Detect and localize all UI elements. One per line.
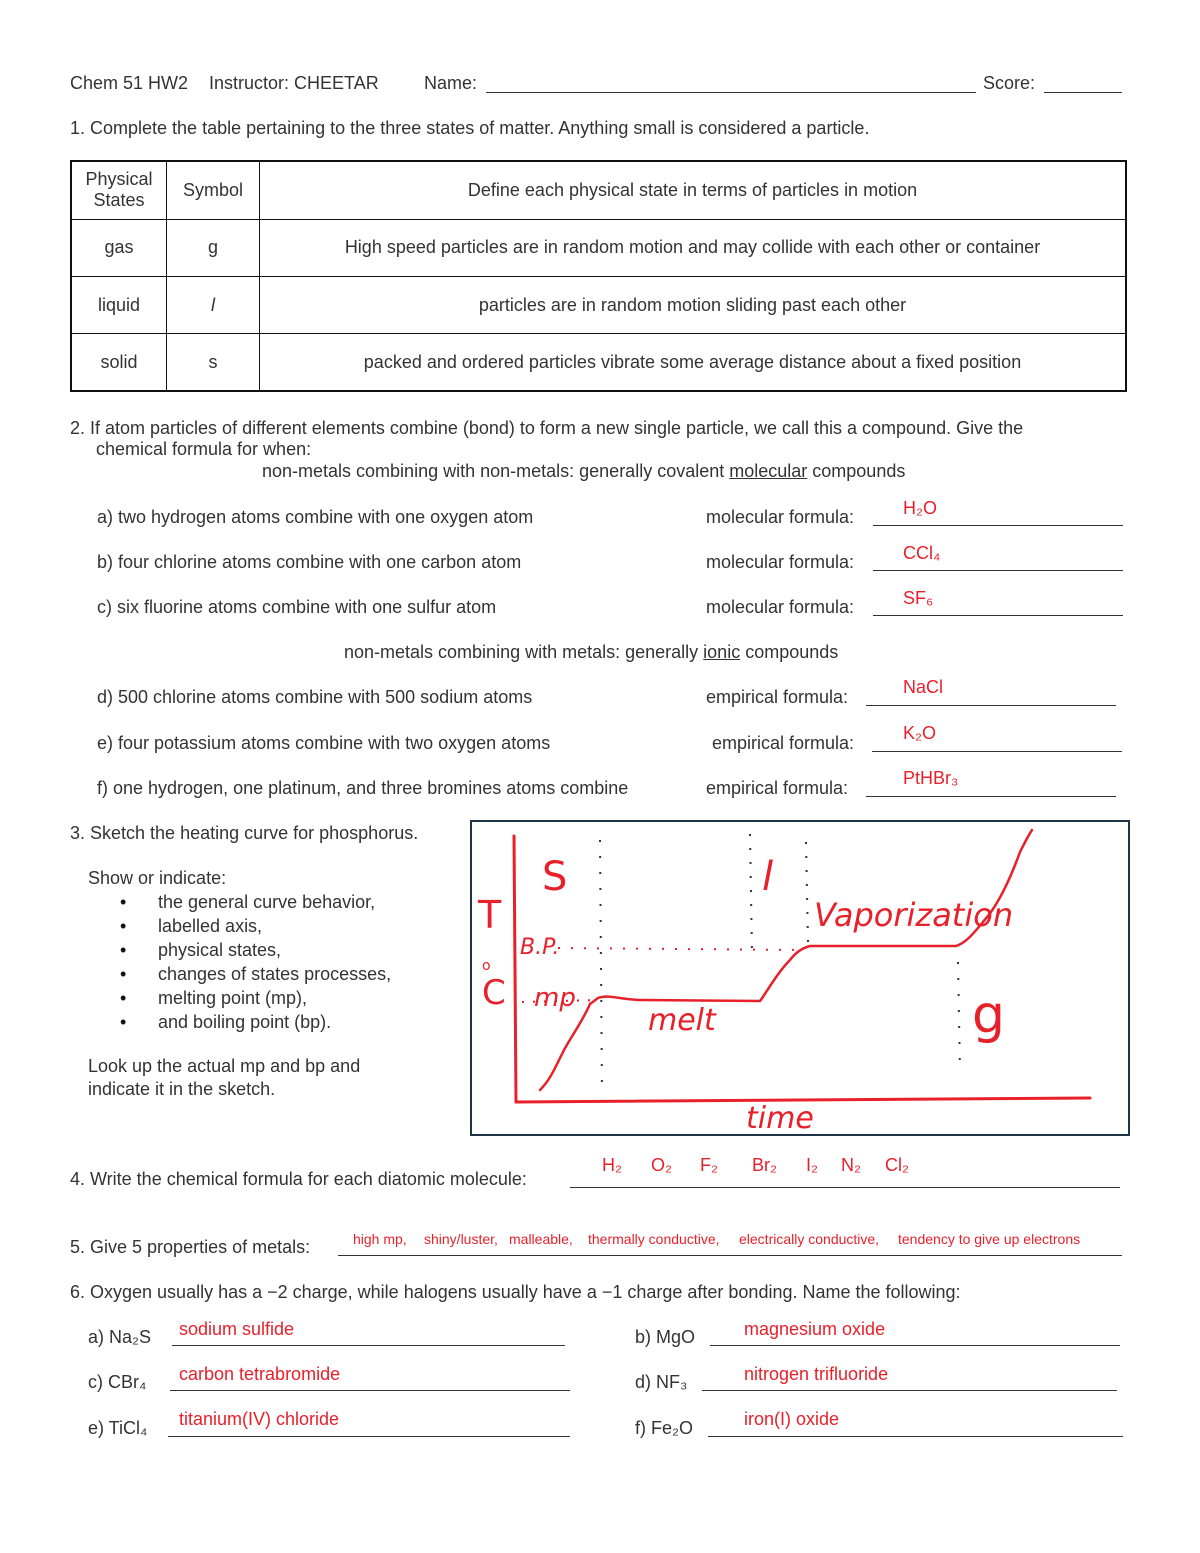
q6-item-e-field[interactable] xyxy=(168,1436,570,1437)
bp-guide xyxy=(558,948,802,950)
state-cell: solid xyxy=(71,334,167,391)
q6-prompt: 6. Oxygen usually has a −2 charge, while halogens usually have a −1 charge after bonding. Name the following: xyxy=(70,1282,961,1302)
q2-item-b-field[interactable] xyxy=(873,570,1123,571)
q3-lookup-line2: indicate it in the sketch. xyxy=(88,1079,276,1099)
melt-label: melt xyxy=(648,1003,716,1038)
symbol-cell: l xyxy=(167,276,260,333)
q4-answer-i2: I₂ xyxy=(806,1155,818,1175)
q2-item-d-answer: NaCl xyxy=(903,677,944,697)
header-definition: Define each physical state in terms of particles in motion xyxy=(260,161,1127,219)
q5-answer-2: shiny/luster, xyxy=(424,1231,498,1247)
heating-curve-canvas xyxy=(472,822,1128,1134)
q6-item-e-label: e) TiCl₄ xyxy=(88,1418,148,1438)
vaporization-label: Vaporization xyxy=(814,896,1014,934)
course-title: Chem 51 HW2 xyxy=(70,73,189,93)
q2-item-b-label: molecular formula: xyxy=(706,552,855,572)
states-table xyxy=(70,160,1127,392)
heating-curve-line xyxy=(540,830,1032,1090)
q4-answer-o2: O₂ xyxy=(651,1155,672,1175)
name-field[interactable] xyxy=(486,92,976,93)
q6-item-b-label: b) MgO xyxy=(635,1327,696,1347)
q1-prompt: 1. Complete the table pertaining to the three states of matter. Anything small is considered a particle. xyxy=(70,118,870,138)
q2-item-c-field[interactable] xyxy=(873,615,1123,616)
table-row xyxy=(71,219,1126,276)
q6-item-f-answer: iron(I) oxide xyxy=(744,1409,840,1429)
q4-answer-h2: H₂ xyxy=(602,1155,622,1175)
ionic-heading: non-metals combining with metals: generally ionic compounds xyxy=(344,642,839,662)
q2-item-b: b) four chlorine atoms combine with one carbon atom xyxy=(97,552,522,572)
bp-label: B.P. xyxy=(520,935,560,960)
divider-liquid-gas xyxy=(750,834,752,952)
q3-prompt: 3. Sketch the heating curve for phosphorus. xyxy=(70,823,419,843)
q2-item-d: d) 500 chlorine atoms combine with 500 sodium atoms xyxy=(97,687,533,707)
q2-item-f-label: empirical formula: xyxy=(706,778,849,798)
q2-item-f-field[interactable] xyxy=(866,796,1116,797)
q6-item-b-answer: magnesium oxide xyxy=(744,1319,886,1339)
q6-item-a-label: a) Na₂S xyxy=(88,1327,152,1347)
q2-item-c-answer: SF₆ xyxy=(903,588,934,608)
q6-item-d-field[interactable] xyxy=(702,1390,1117,1391)
q5-answer-5: electrically conductive, xyxy=(739,1231,880,1247)
q2-item-b-answer: CCl₄ xyxy=(903,543,941,563)
q5-prompt: 5. Give 5 properties of metals: xyxy=(70,1237,311,1257)
covalent-heading: non-metals combining with non-metals: generally covalent molecular compounds xyxy=(262,461,906,481)
q3-lookup-line1: Look up the actual mp and bp and xyxy=(88,1056,361,1076)
q2-item-a-answer: H₂O xyxy=(903,498,937,518)
q6-item-c-answer: carbon tetrabromide xyxy=(179,1364,341,1384)
q2-item-e-label: empirical formula: xyxy=(712,733,855,753)
score-label: Score: xyxy=(983,73,1036,93)
q4-answer-br2: Br₂ xyxy=(752,1155,777,1175)
q3-bullet-list xyxy=(88,892,391,1036)
q5-answer-1: high mp, xyxy=(353,1231,407,1247)
q6-item-d-answer: nitrogen trifluoride xyxy=(744,1364,889,1384)
table-header-row xyxy=(71,161,1126,219)
q2-item-d-field[interactable] xyxy=(866,705,1116,706)
divider-solid-liquid xyxy=(600,840,602,1094)
score-field[interactable] xyxy=(1044,92,1122,93)
list-item: • melting point (mp), xyxy=(88,988,391,1012)
name-label: Name: xyxy=(424,73,478,93)
definition-cell: High speed particles are in random motion and may collide with each other or container xyxy=(260,219,1127,276)
divider-liquid-gas-right xyxy=(806,842,808,942)
definition-cell: particles are in random motion sliding past each other xyxy=(260,276,1127,333)
q3-show-label: Show or indicate: xyxy=(88,868,227,888)
q2-prompt-line1: 2. If atom particles of different elements combine (bond) to form a new single particle, we call this a compound. Give the xyxy=(70,418,1024,438)
q6-item-a-answer: sodium sulfide xyxy=(179,1319,295,1339)
q4-prompt: 4. Write the chemical formula for each diatomic molecule: xyxy=(70,1169,527,1189)
q6-item-e-answer: titanium(IV) chloride xyxy=(179,1409,340,1429)
q6-item-f-field[interactable] xyxy=(708,1436,1123,1437)
q2-item-f: f) one hydrogen, one platinum, and three bromines atoms combine xyxy=(97,778,629,798)
q2-item-a-field[interactable] xyxy=(873,525,1123,526)
list-item: • changes of states processes, xyxy=(88,964,391,988)
q4-field[interactable] xyxy=(570,1187,1120,1188)
table-row xyxy=(71,276,1126,333)
header-symbol: Symbol xyxy=(167,161,260,219)
mp-label: mp xyxy=(534,983,576,1013)
header-physical-states: Physical States xyxy=(71,161,167,219)
q2-item-e: e) four potassium atoms combine with two oxygen atoms xyxy=(97,733,551,753)
q4-answer-cl2: Cl₂ xyxy=(885,1155,909,1175)
q4-answer-n2: N₂ xyxy=(841,1155,861,1175)
y-axis-c-label: C xyxy=(482,973,506,1013)
state-s-label: S xyxy=(542,854,568,900)
q2-item-c: c) six fluorine atoms combine with one sulfur atom xyxy=(97,597,497,617)
y-axis-degree-label: o xyxy=(482,958,491,974)
q6-item-c-label: c) CBr₄ xyxy=(88,1372,147,1392)
q6-item-d-label: d) NF₃ xyxy=(635,1372,688,1392)
y-axis-t-label: T xyxy=(478,893,502,937)
state-cell: liquid xyxy=(71,276,167,333)
symbol-cell: g xyxy=(167,219,260,276)
x-axis-time-label: time xyxy=(746,1101,814,1134)
q4-answer-f2: F₂ xyxy=(700,1155,718,1175)
q2-item-e-field[interactable] xyxy=(872,751,1122,752)
q2-item-a-label: molecular formula: xyxy=(706,507,855,527)
heating-curve-sketch[interactable] xyxy=(470,820,1130,1136)
list-item: • the general curve behavior, xyxy=(88,892,391,916)
q6-item-f-label: f) Fe₂O xyxy=(635,1418,693,1438)
q2-item-a: a) two hydrogen atoms combine with one oxygen atom xyxy=(97,507,534,527)
q6-item-b-field[interactable] xyxy=(710,1345,1120,1346)
state-cell: gas xyxy=(71,219,167,276)
y-axis xyxy=(514,836,516,1102)
q5-field[interactable] xyxy=(338,1255,1122,1256)
q2-item-c-label: molecular formula: xyxy=(706,597,855,617)
list-item: • physical states, xyxy=(88,940,391,964)
q2-item-e-answer: K₂O xyxy=(903,723,936,743)
q5-answer-4: thermally conductive, xyxy=(588,1231,720,1247)
divider-gas xyxy=(958,962,960,1072)
q5-answer-3: malleable, xyxy=(509,1231,573,1247)
state-l-label: l xyxy=(762,854,774,900)
q6-item-c-field[interactable] xyxy=(170,1390,570,1391)
q2-item-f-answer: PtHBr₃ xyxy=(903,768,959,788)
state-g-label: g xyxy=(972,985,1006,1045)
list-item: • and boiling point (bp). xyxy=(88,1012,391,1036)
q2-prompt-line2: chemical formula for when: xyxy=(96,439,312,459)
q2-item-d-label: empirical formula: xyxy=(706,687,849,707)
q5-answer-6: tendency to give up electrons xyxy=(898,1231,1081,1247)
symbol-cell: s xyxy=(167,334,260,391)
definition-cell: packed and ordered particles vibrate some average distance about a fixed position xyxy=(260,334,1127,391)
list-item: • labelled axis, xyxy=(88,916,391,940)
instructor: Instructor: CHEETAR xyxy=(209,73,379,93)
q6-item-a-field[interactable] xyxy=(172,1345,565,1346)
table-row xyxy=(71,334,1126,391)
